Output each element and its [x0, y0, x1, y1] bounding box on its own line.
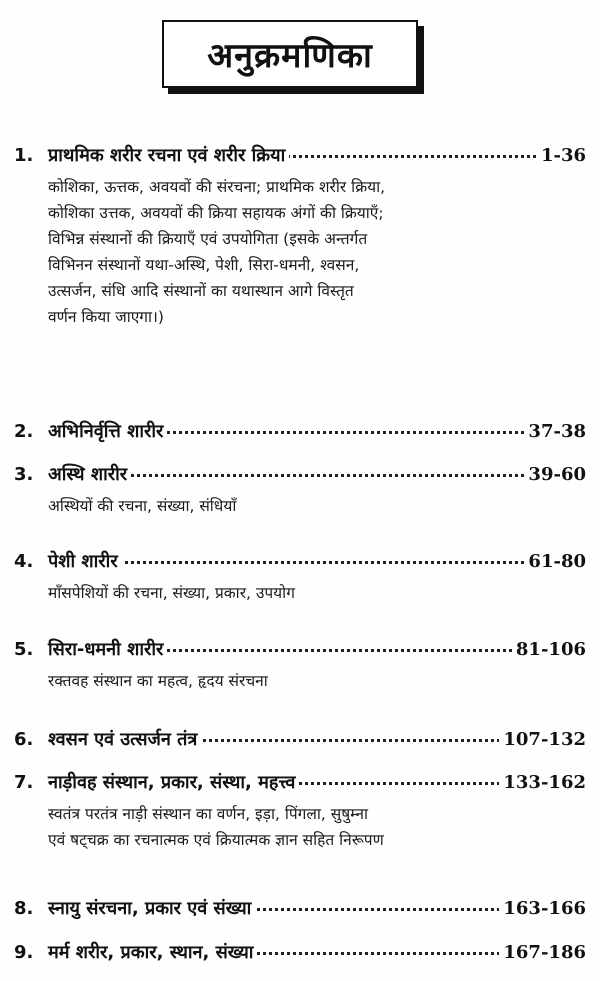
entry-number: 7. [14, 771, 34, 793]
entry-title: स्नायु संरचना, प्रकार एवं संख्या [48, 896, 255, 920]
entry-number: 3. [14, 463, 34, 485]
entry-pages: 1-36 [537, 145, 586, 166]
entry-title: पेशी शारीर [48, 549, 122, 573]
description-line: कोशिका, ऊत्तक, अवयवों की संरचना; प्राथमिक शरीर क्रिया, [48, 178, 386, 196]
description-line: माँसपेशियों की रचना, संख्या, प्रकार, उपयोग [48, 584, 295, 602]
contents-entry-6[interactable] [0, 724, 600, 754]
entry-description [48, 493, 586, 519]
entry-heading-row [0, 767, 600, 797]
entry-pages: 39-60 [524, 464, 586, 485]
dot-leader [48, 561, 584, 564]
entry-title: अभिनिर्वृत्ति शारीर [48, 419, 167, 443]
entry-number: 9. [14, 941, 34, 963]
entry-number: 6. [14, 728, 34, 750]
contents-entry-4[interactable] [0, 546, 600, 606]
entry-title: सिरा-धमनी शारीर [48, 637, 167, 661]
entry-description [48, 174, 586, 330]
description-line: उत्सर्जन, संधि आदि संस्थानों का यथास्थान आगे विस्तृत [48, 282, 354, 300]
contents-entry-3[interactable] [0, 459, 600, 519]
contents-entry-2[interactable] [0, 416, 600, 446]
entry-title: मर्म शरीर, प्रकार, स्थान, संख्या [48, 940, 257, 964]
description-line: अस्थियों की रचना, संख्या, संधियाँ [48, 497, 237, 515]
description-line: विभिन्न संस्थानों की क्रियाएँ एवं उपयोगिता (इसके अन्तर्गत [48, 230, 368, 248]
entry-pages: 167-186 [499, 942, 586, 963]
entry-heading-row [0, 459, 600, 489]
entry-pages: 163-166 [499, 898, 586, 919]
entry-pages: 107-132 [499, 729, 586, 750]
entry-title: अस्थि शारीर [48, 462, 131, 486]
entry-description [48, 668, 586, 694]
description-line: विभिनन संस्थानों यथा-अस्थि, पेशी, सिरा-धमनी, श्वसन, [48, 256, 360, 274]
entry-title: प्राथमिक शरीर रचना एवं शरीर क्रिया [48, 143, 289, 167]
entry-description [48, 801, 586, 853]
entry-heading-row [0, 724, 600, 754]
entry-number: 8. [14, 897, 34, 919]
entry-pages: 61-80 [524, 551, 586, 572]
entry-heading-row [0, 416, 600, 446]
page-title: अनुक्रमणिका [162, 20, 418, 88]
description-line: कोशिका उत्तक, अवयवों की क्रिया सहायक अंगों की क्रियाएँ; [48, 204, 384, 222]
entry-pages: 133-162 [499, 772, 586, 793]
entry-pages: 37-38 [524, 421, 586, 442]
entry-number: 5. [14, 638, 34, 660]
entry-pages: 81-106 [512, 639, 586, 660]
entry-title: श्वसन एवं उत्सर्जन तंत्र [48, 727, 201, 751]
description-line: वर्णन किया जाएगा।) [48, 308, 164, 326]
entry-heading-row [0, 893, 600, 923]
entry-title: नाड़ीवह संस्थान, प्रकार, संस्था, महत्त्व [48, 770, 299, 794]
entry-heading-row [0, 937, 600, 967]
contents-entry-1[interactable] [0, 140, 600, 330]
description-line: एवं षट्चक्र का रचनात्मक एवं क्रियात्मक ज्ञान सहित निरूपण [48, 831, 384, 849]
contents-entry-5[interactable] [0, 634, 600, 694]
contents-entry-7[interactable] [0, 767, 600, 853]
contents-entry-8[interactable] [0, 893, 600, 923]
entry-heading-row [0, 634, 600, 664]
description-line: स्वतंत्र परतंत्र नाड़ी संस्थान का वर्णन, इड़ा, पिंगला, सुषुम्ना [48, 805, 369, 823]
entry-number: 2. [14, 420, 34, 442]
contents-entry-9[interactable] [0, 937, 600, 967]
entry-heading-row [0, 140, 600, 170]
entry-number: 4. [14, 550, 34, 572]
entry-heading-row [0, 546, 600, 576]
entry-number: 1. [14, 144, 34, 166]
description-line: रक्तवह संस्थान का महत्व, हृदय संरचना [48, 672, 268, 690]
entry-description [48, 580, 586, 606]
